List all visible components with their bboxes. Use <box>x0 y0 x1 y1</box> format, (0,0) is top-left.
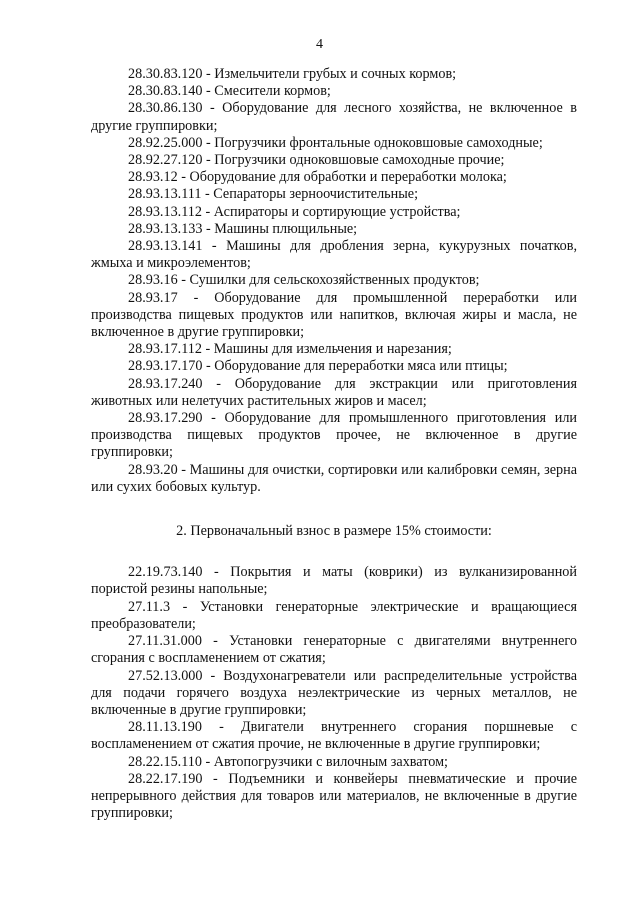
list-item <box>91 152 577 169</box>
item-text: - Оборудование для переработки мяса или птицы; <box>202 358 508 375</box>
list-item <box>91 376 577 410</box>
item-text: - Измельчители грубых и сочных кормов; <box>202 66 457 82</box>
item-text: - Оборудование для промышленного приготовления или производства пищевых продуктов прочее, не включенное в другие группировки; <box>91 410 577 461</box>
list-item <box>91 719 577 753</box>
item-text: - Оборудование для промышленной переработки или производства пищевых продуктов или напитков, включая жиры и масла, не включенное в другие группировки; <box>91 289 577 341</box>
item-code: 28.30.83.120 <box>128 66 203 82</box>
item-code: 28.93.13.112 <box>128 203 202 220</box>
item-code: 22.19.73.140 <box>128 564 203 581</box>
item-code: 28.93.17.240 <box>128 375 203 392</box>
item-text: - Смесители кормов; <box>202 83 331 100</box>
list-item <box>91 599 577 633</box>
item-code: 28.93.20 <box>128 461 178 478</box>
list-item <box>91 100 577 134</box>
item-code: 28.93.17.290 <box>128 410 203 427</box>
item-code: 28.93.17.112 <box>128 341 202 358</box>
item-code: 28.93.13.141 <box>128 238 203 255</box>
item-text: - Машины плющильные; <box>202 220 358 237</box>
list-item <box>91 462 577 496</box>
section-2-list <box>91 564 577 822</box>
item-text: - Подъемники и конвейеры пневматические и прочие непрерывного действия для товаров или материалов, не включенные в другие группировки; <box>91 770 577 822</box>
list-item <box>91 290 577 342</box>
item-text: - Оборудование для экстракции или приготовления животных или нелетучих растительных жиров и масел; <box>91 375 577 409</box>
item-code: 27.52.13.000 <box>128 667 203 684</box>
item-text: - Аспираторы и сортирующие устройства; <box>201 203 461 220</box>
item-text: - Двигатели внутреннего сгорания поршневые с воспламенением от сжатия прочие, не включенные в другие группировки; <box>91 719 577 753</box>
item-text: - Установки генераторные электрические и вращающиеся преобразователи; <box>91 598 577 632</box>
item-text: - Погрузчики одноковшовые самоходные прочие; <box>202 152 505 169</box>
item-text: - Машины для дробления зерна, кукурузных початков, жмыха и микроэлементов; <box>91 238 577 272</box>
section-1-list <box>91 66 577 496</box>
page-number: 4 <box>316 37 323 52</box>
item-code: 27.11.3 <box>128 598 171 615</box>
item-code: 28.30.86.130 <box>128 100 203 117</box>
item-text: - Оборудование для обработки и переработки молока; <box>177 169 507 186</box>
item-code: 28.11.13.190 <box>128 719 202 736</box>
item-code: 28.93.13.111 <box>128 186 202 203</box>
section-2-heading: 2. Первоначальный взнос в размере 15% стоимости: <box>176 523 492 540</box>
list-item <box>91 221 577 238</box>
item-text: - Машины для очистки, сортировки или калибровки семян, зерна или сухих бобовых культур. <box>91 461 577 495</box>
item-code: 28.92.25.000 <box>128 134 203 151</box>
list-item <box>91 771 577 823</box>
item-text: - Оборудование для лесного хозяйства, не включенное в другие группировки; <box>91 100 577 134</box>
list-item <box>91 341 577 358</box>
item-code: 27.11.31.000 <box>128 633 202 650</box>
item-text: - Машины для измельчения и нарезания; <box>201 341 452 358</box>
item-text: - Сушилки для сельскохозяйственных продуктов; <box>177 272 480 289</box>
item-code: 28.93.16 <box>128 272 178 289</box>
page-content <box>91 66 577 822</box>
list-item <box>91 564 577 598</box>
item-text: - Погрузчики фронтальные одноковшовые самоходные; <box>202 134 543 151</box>
list-item <box>91 668 577 720</box>
list-item <box>91 358 577 375</box>
list-item <box>91 272 577 289</box>
item-code: 28.92.27.120 <box>128 152 203 169</box>
item-code: 28.93.12 <box>128 169 178 186</box>
item-code: 28.22.17.190 <box>128 770 203 787</box>
list-item <box>91 410 577 462</box>
item-text: - Сепараторы зерноочистительные; <box>201 186 419 203</box>
item-text: - Автопогрузчики с вилочным захватом; <box>201 753 448 770</box>
list-item <box>91 83 577 100</box>
item-code: 28.22.15.110 <box>128 753 202 770</box>
list-item <box>91 754 577 771</box>
list-item <box>91 66 577 83</box>
list-item <box>91 169 577 186</box>
list-item <box>91 204 577 221</box>
item-text: - Воздухонагреватели или распределительные устройства для подачи горячего воздуха неэлектрические из черных металлов, не включенные в другие группировки; <box>91 667 577 718</box>
item-code: 28.93.17.170 <box>128 358 203 375</box>
list-item <box>91 186 577 203</box>
list-item <box>91 238 577 272</box>
item-code: 28.93.17 <box>128 289 178 306</box>
list-item <box>91 135 577 152</box>
item-code: 28.93.13.133 <box>128 220 203 237</box>
item-text: - Покрытия и маты (коврики) из вулканизированной пористой резины напольные; <box>91 564 577 598</box>
list-item <box>91 633 577 667</box>
item-code: 28.30.83.140 <box>128 83 203 100</box>
item-text: - Установки генераторные с двигателями внутреннего сгорания с воспламенением от сжатия; <box>91 633 577 667</box>
